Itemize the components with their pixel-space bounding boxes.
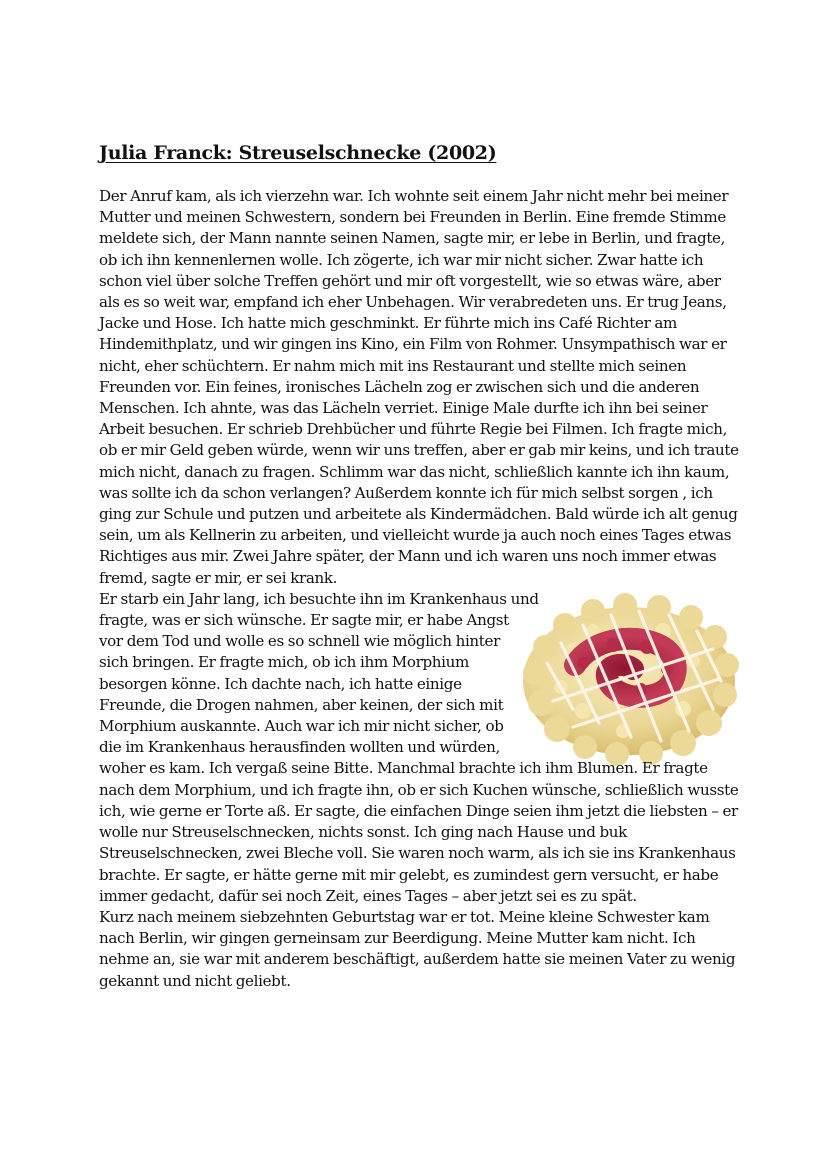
- streuselschnecke-pastry-icon: [513, 591, 745, 767]
- page-title: Julia Franck: Streuselschnecke (2002): [99, 142, 497, 164]
- document-page: [99, 142, 739, 992]
- streuselschnecke-image: [513, 591, 745, 767]
- paragraph-2: Er starb ein Jahr lang, ich besuchte ihn im Krankenhaus und fragte, was er sich wünsche. Er sagte mir, er habe Angst vor dem Tod und wolle es so schnell wie möglich hinter sich bringen. Er fragte mich, ob ich ihm Morphium besorgen könne. Ich dachte nach, ich hatte einige Freunde, die Drogen nahmen, aber keinen, der sich mit Morphium auskannte. Auch war ich mir nicht sicher, ob die im Krankenhaus herausfinden wollten und würden, woher es kam. Ich vergaß seine Bitte. Manchmal brachte ich ihm Blumen. Er fragte nach dem Morphium, und ich fragte ihn, ob er sich Kuchen wünsche, schließlich wusste ich, wie gerne er Torte aß. Er sagte, die einfachen Dinge seien ihm jetzt die liebsten – er wolle nur Streuselschnecken, nichts sonst. Ich ging nach Hause und buk Streuselschnecken, zwei Bleche voll. Sie waren noch warm, als ich sie ins Krankenhaus brachte. Er sagte, er hätte gerne mit mir gelebt, es zumindest gern versucht, er habe immer gedacht, dafür sei noch Zeit, eines Tages – aber jetzt sei es zu spät.: [99, 589, 739, 905]
- paragraph-3: Kurz nach meinem siebzehnten Geburtstag war er tot. Meine kleine Schwester kam nach Berlin, wir gingen gerneinsam zur Beerdigung. Meine Mutter kam nicht. Ich nehme an, sie war mit anderem beschäftigt, außerdem hatte sie meinen Vater zu wenig gekannt und nicht geliebt.: [99, 907, 736, 990]
- story-text: [99, 186, 739, 992]
- paragraph-1: Der Anruf kam, als ich vierzehn war. Ich wohnte seit einem Jahr nicht mehr bei meiner Mutter und meinen Schwestern, sondern bei Freunden in Berlin. Eine fremde Stimme meldete sich, der Mann nannte seinen Namen, sagte mir, er lebe in Berlin, und fragte, ob ich ihn kennenlernen wolle. Ich zögerte, ich war mir nicht sicher. Zwar hatte ich schon viel über solche Treffen gehört und mir oft vorgestellt, wie so etwas wäre, aber als es so weit war, empfand ich eher Unbehagen. Wir verabredeten uns. Er trug Jeans, Jacke und Hose. Ich hatte mich geschminkt. Er führte mich ins Café Richter am Hindemithplatz, und wir gingen ins Kino, ein Film von Rohmer. Unsympathisch war er nicht, eher schüchtern. Er nahm mich mit ins Restaurant und stellte mich seinen Freunden vor. Ein feines, ironisches Lächeln zog er zwischen sich und die anderen Menschen. Ich ahnte, was das Lächeln verriet. Einige Male durfte ich ihn bei seiner Arbeit besuchen. Er schrieb Drehbücher und führte Regie bei Filmen. Ich fragte mich, ob er mir Geld geben würde, wenn wir uns treffen, aber er gab mir keins, und ich traute mich nicht, danach zu fragen. Schlimm war das nicht, schließlich kannte ich ihn kaum, was sollte ich da schon verlangen? Außerdem konnte ich für mich selbst sorgen , ich ging zur Schule und putzen und arbeitete als Kindermädchen. Bald würde ich alt genug sein, um als Kellnerin zu arbeiten, und vielleicht wurde ja auch noch eines Tages etwas Richtiges aus mir. Zwei Jahre später, der Mann und ich waren uns noch immer etwas fremd, sagte er mir, er sei krank.: [99, 187, 739, 587]
